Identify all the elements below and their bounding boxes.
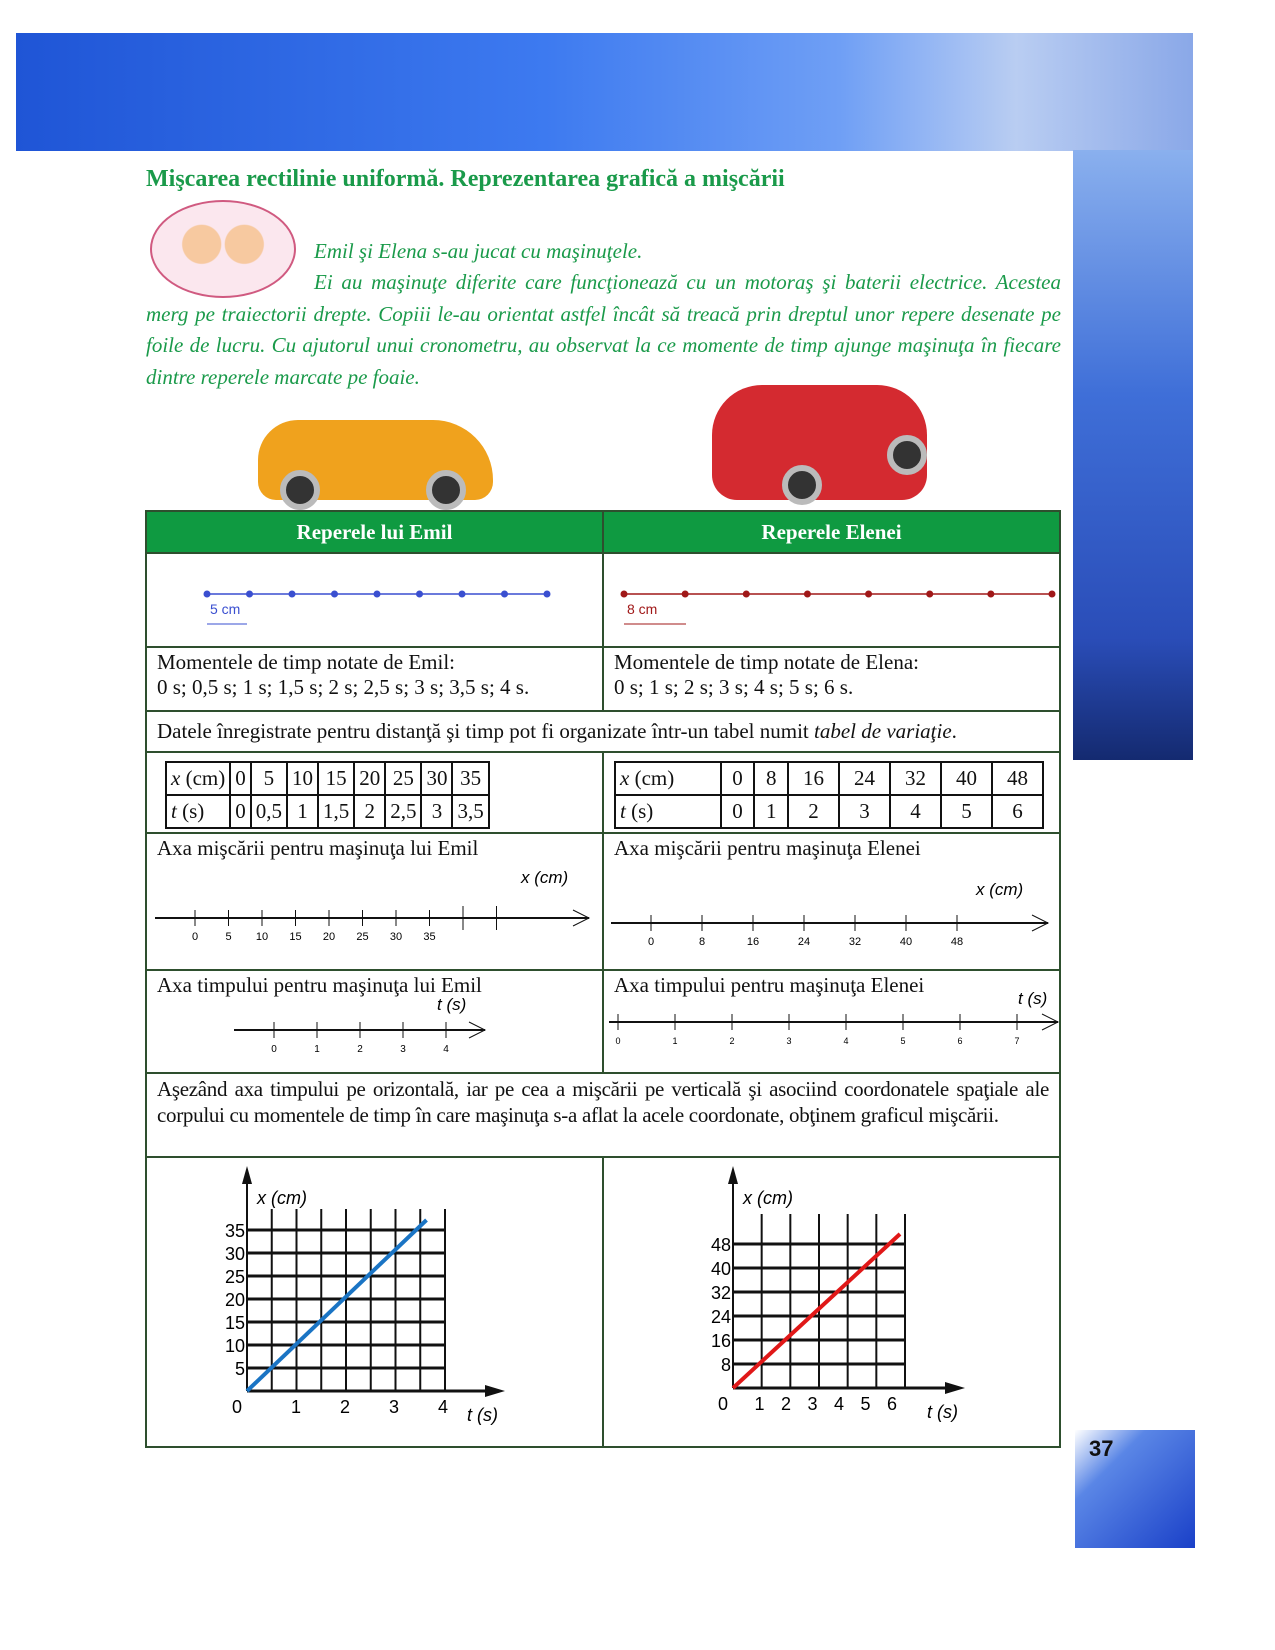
elena-graph [604, 1158, 1064, 1440]
variation-cell: 0 [721, 795, 755, 828]
landmark-dot [865, 591, 872, 598]
variation-cell: 20 [354, 762, 385, 795]
scale-label: 5 cm [210, 601, 241, 617]
landmark-dot [804, 591, 811, 598]
landmark-dot [331, 591, 338, 598]
variation-cell: 0 [721, 762, 755, 795]
landmark-dot [459, 591, 466, 598]
y-tick-label: 30 [224, 1244, 245, 1264]
y-tick-label: 25 [224, 1267, 245, 1287]
axis-label: t (s) [1018, 989, 1048, 1008]
y-tick-label: 40 [710, 1259, 731, 1279]
landmark-dot [926, 591, 933, 598]
y-axis-arrow [242, 1166, 252, 1184]
elena-moments-title: Momentele de timp notate de Elena: [614, 650, 919, 674]
page-title: Mişcarea rectilinie uniformă. Reprezentarea grafică a mişcării [146, 166, 785, 192]
variation-row [166, 762, 489, 795]
x-tick-label: 4 [833, 1394, 845, 1414]
x-tick-label: 4 [437, 1397, 449, 1417]
tick-label: 5 [225, 931, 232, 943]
variation-text: Datele înregistrate pentru distanţă şi timp pot fi organizate într-un tabel numit [157, 719, 815, 743]
y-axis-label: x (cm) [743, 1188, 793, 1208]
elena-moments: 0 s; 1 s; 2 s; 3 s; 4 s; 5 s; 6 s. [614, 675, 854, 699]
tick-label: 8 [698, 936, 706, 948]
x-axis-label: t (s) [467, 1405, 498, 1425]
variation-cell: 24 [839, 762, 890, 795]
y-tick-label: 35 [224, 1221, 245, 1241]
origin-label: 0 [231, 1397, 243, 1417]
variation-cell: 0,5 [251, 795, 287, 828]
emil-motion-axis [147, 863, 599, 963]
tick-label: 1 [314, 1044, 320, 1055]
landmark-dot [289, 591, 296, 598]
tick-label: 4 [443, 1044, 449, 1055]
landmark-dot [743, 591, 750, 598]
variation-row [166, 795, 489, 828]
row-header: t (s) [166, 795, 230, 828]
tick-label: 4 [843, 1036, 849, 1046]
landmark-dot [501, 591, 508, 598]
tick-label: 7 [1014, 1036, 1020, 1046]
graph-explanation: Aşezând axa timpului pe orizontală, iar pe cea a mişcării pe verticală şi asociind coordonatele spaţiale ale corpului cu momentele de timp în care maşinuţa s-a aflat la acele coordonate, obţinem graficul mişcării. [146, 1073, 1060, 1157]
axis-label: t (s) [437, 995, 467, 1014]
page-number: 37 [1089, 1436, 1114, 1461]
row-header: x (cm) [166, 762, 230, 795]
elena-time-axis [604, 989, 1064, 1066]
lesson-table: Reperele lui Emil Reperele Elenei 5 cm 8 cm Momentele de timp notate de Emil: 0 s; 0,5 s; 1 s; 1,5 s; 2 s; 2,5 s; 3 s; 3,5 s; 4 s. Momentele de timp notate de Elena: 0 s; 1 s; 2 s; 3 s; 4 s; 5 s; 6 s. Datele înregistrate pentru distanţă şi timp pot fi organizate într-un tabel numit tabel de variaţie. x (cm) 0 5 10 15 20 25 30 35 t (s) 0 0,5 1 1,5 2 2,5 3 3,5 x (cm) 0 8 16 24 32 40 48 t (s) 0 1 2 3 4 5 6 Axa mişcării pentru maşinuţa lui Emil 0 5 10 15 20 25 30 35 x (cm) Axa mişcării pentru maşinuţa Elenei 0 8 16 24 32 40 48 x (cm) Axa timpului pentru maşinuţa lui Emil 0 1 2 3 4 t (s) Axa timpului pentru maşinuţa Elenei 0 1 2 3 4 5 6 7 t (s) Aşezând axa timpului pe orizontală, iar pe cea a mişcării pe verticală şi asociind coordonatele spaţiale ale corpului cu momentele de timp în care maşinuţa s-a aflat la acele coordonate, obţinem graficul mişcării. 5 10 15 20 25 30 35 1 2 3 4 0 x (cm) t (s) 8 16 24 32 40 48 1 2 3 4 5 6 0 x (cm) t (s) [145, 510, 1061, 1448]
header-banner [16, 33, 1193, 151]
tick-label: 3 [400, 1044, 406, 1055]
elena-motion-axis-title: Axa mişcării pentru maşinuţa Elenei [614, 836, 921, 860]
x-tick-label: 1 [754, 1394, 765, 1414]
variation-cell: 2,5 [385, 795, 421, 828]
landmark-dot [987, 591, 994, 598]
tick-label: 0 [647, 936, 655, 948]
elena-time-axis-title: Axa timpului pentru maşinuţa Elenei [614, 973, 925, 997]
y-tick-label: 10 [224, 1336, 245, 1356]
story-paragraph: Ei au maşinuţe diferite care funcţionează cu un motoraş şi baterii electrice. Acestea merg pe traiectorii drepte. Copiii le-au orientat astfel încât să treacă prin dreptul unor repere desenate pe foile de lucru. Cu ajutorul unui cronometru, au observat la ce momente de timp ajunge maşinuţa în fiecare dintre reperele marcate pe foaie. [146, 270, 1061, 389]
variation-cell: 40 [941, 762, 992, 795]
red-car-image [712, 385, 927, 500]
variation-cell: 3 [421, 795, 452, 828]
variation-cell: 5 [941, 795, 992, 828]
tick-label: 24 [797, 936, 811, 948]
variation-row [615, 762, 1043, 795]
variation-cell: 15 [318, 762, 354, 795]
variation-cell: 0 [230, 762, 251, 795]
tick-label: 25 [356, 931, 369, 943]
tick-label: 1 [672, 1036, 678, 1046]
landmark-dot [682, 591, 689, 598]
variation-row [615, 795, 1043, 828]
variation-cell: 5 [251, 762, 287, 795]
tick-label: 40 [899, 936, 913, 948]
variation-cell: 30 [421, 762, 452, 795]
tick-label: 30 [389, 931, 403, 943]
tick-label: 16 [746, 936, 760, 948]
tick-label: 48 [950, 936, 964, 948]
row-header: x (cm) [615, 762, 721, 795]
variation-cell: 25 [385, 762, 421, 795]
story-line1: Emil şi Elena s-au jucat cu maşinuţele. [314, 239, 643, 263]
scale-label: 8 cm [627, 601, 658, 617]
y-tick-label: 8 [720, 1355, 731, 1375]
emil-header: Reperele lui Emil [146, 511, 603, 553]
variation-cell: 48 [992, 762, 1043, 795]
variation-cell: 2 [354, 795, 385, 828]
emil-motion-axis-title: Axa mişcării pentru maşinuţa lui Emil [157, 836, 479, 860]
y-tick-label: 15 [224, 1313, 245, 1333]
elena-header: Reperele Elenei [603, 511, 1060, 553]
x-tick-label: 6 [886, 1394, 898, 1414]
variation-cell: 10 [287, 762, 318, 795]
variation-cell: 32 [890, 762, 941, 795]
row-header: t (s) [615, 795, 721, 828]
variation-term: tabel de variaţie [814, 719, 952, 743]
tick-label: 3 [786, 1036, 792, 1046]
tick-label: 6 [957, 1036, 963, 1046]
variation-cell: 16 [788, 762, 839, 795]
x-tick-label: 2 [780, 1394, 792, 1414]
x-tick-label: 3 [388, 1397, 400, 1417]
x-axis-label: t (s) [927, 1402, 958, 1422]
origin-label: 0 [717, 1394, 729, 1414]
landmark-dot [621, 591, 628, 598]
variation-cell: 6 [992, 795, 1043, 828]
tick-label: 2 [729, 1036, 735, 1046]
emil-moments: 0 s; 0,5 s; 1 s; 1,5 s; 2 s; 2,5 s; 3 s; 3,5 s; 4 s. [157, 675, 530, 699]
variation-cell: 4 [890, 795, 941, 828]
landmark-dot [374, 591, 381, 598]
tick-label: 15 [289, 931, 302, 943]
emil-moments-title: Momentele de timp notate de Emil: [157, 650, 456, 674]
tick-label: 2 [357, 1044, 363, 1055]
tick-label: 0 [615, 1036, 621, 1046]
variation-cell: 1,5 [318, 795, 354, 828]
variation-cell: 0 [230, 795, 251, 828]
orange-car-image [258, 420, 493, 500]
y-tick-label: 32 [710, 1283, 731, 1303]
emil-time-axis-title: Axa timpului pentru maşinuţa lui Emil [157, 973, 482, 997]
variation-cell: 3,5 [452, 795, 488, 828]
tick-label: 0 [271, 1044, 277, 1055]
variation-cell: 1 [754, 795, 788, 828]
page-number-box [1075, 1430, 1195, 1548]
axis-label: x (cm) [521, 868, 569, 887]
y-axis-arrow [728, 1166, 738, 1184]
landmark-dot [544, 591, 551, 598]
emil-landmarks [147, 554, 599, 640]
emil-graph [147, 1158, 599, 1440]
variation-cell: 1 [287, 795, 318, 828]
axis-label: x (cm) [976, 880, 1024, 899]
motion-line [247, 1220, 427, 1391]
elena-motion-axis [604, 863, 1064, 963]
lightning-image [1073, 150, 1193, 760]
tick-label: 0 [191, 931, 199, 943]
variation-cell: 35 [452, 762, 488, 795]
landmark-dot [204, 591, 211, 598]
y-tick-label: 5 [234, 1359, 245, 1379]
landmark-dot [246, 591, 253, 598]
x-axis-arrow [485, 1385, 505, 1397]
x-axis-arrow [945, 1382, 965, 1394]
x-tick-label: 5 [860, 1394, 871, 1414]
y-tick-label: 16 [710, 1331, 731, 1351]
x-tick-label: 1 [290, 1397, 302, 1417]
y-tick-label: 20 [224, 1290, 245, 1310]
landmark-dot [416, 591, 423, 598]
tick-label: 20 [322, 931, 336, 943]
x-tick-label: 3 [807, 1394, 818, 1414]
variation-cell: 3 [839, 795, 890, 828]
y-tick-label: 24 [710, 1307, 731, 1327]
elena-variation-table [614, 761, 1044, 829]
tick-label: 32 [848, 936, 862, 948]
emil-time-axis [147, 995, 599, 1066]
tick-label: 10 [255, 931, 269, 943]
x-tick-label: 2 [339, 1397, 351, 1417]
tick-label: 35 [423, 931, 436, 943]
y-axis-label: x (cm) [257, 1188, 307, 1208]
emil-variation-table [165, 761, 490, 829]
y-tick-label: 48 [710, 1235, 731, 1255]
variation-cell: 8 [754, 762, 788, 795]
landmark-dot [1049, 591, 1056, 598]
variation-cell: 2 [788, 795, 839, 828]
elena-landmarks [604, 554, 1064, 640]
tick-label: 5 [900, 1036, 906, 1046]
